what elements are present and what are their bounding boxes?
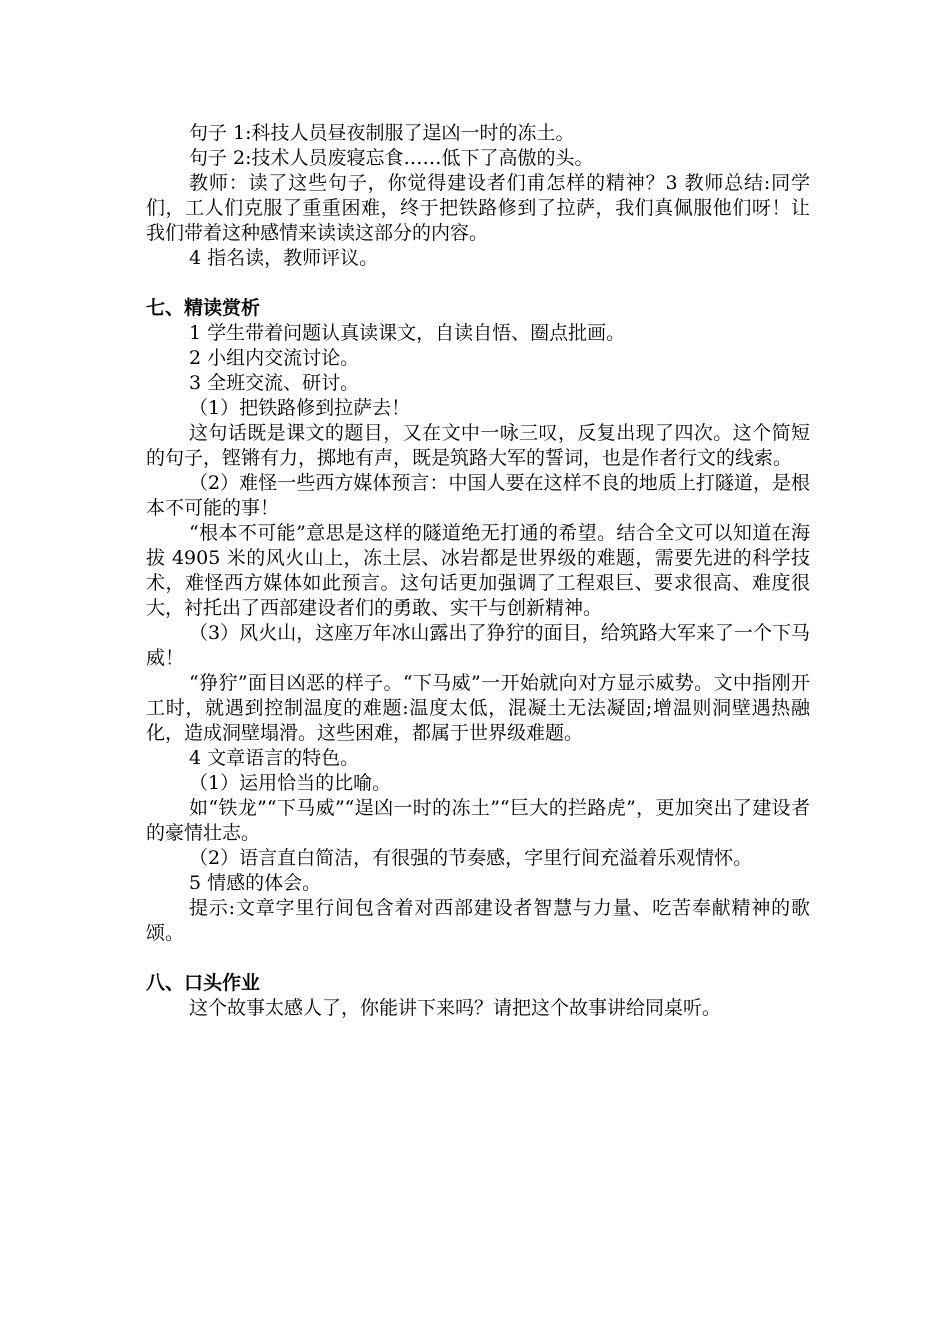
named-reading: 4 指名读，教师评议。 [189, 247, 379, 269]
paragraph: 4 文章语言的特色。 [189, 747, 360, 769]
paragraph: 2 小组内交流讨论。 [189, 347, 360, 369]
paragraph: 5 情感的体会。 [189, 872, 322, 894]
paragraph: 3 全班交流、研讨。 [189, 372, 360, 394]
paragraph: 这个故事太感人了，你能讲下来吗？请把这个故事讲给同桌听。 [189, 997, 722, 1019]
section-eight-heading: 八、口头作业 [146, 972, 261, 994]
subpoint-heading: （2）语言直白简洁，有很强的节奏感，字里行间充溢着乐观情怀。 [189, 847, 753, 869]
sentence-2: 句子 2:技术人员废寝忘食……低下了高傲的头。 [189, 147, 594, 169]
paragraph: “根本不可能”意思是这样的隧道绝无打通的希望。结合全文可以知道在海拔 4905 米的风火山上，冻土层、冰岩都是世界级的难题，需要先进的科学技术，难怪西方媒体如此预言。这句话更加强调了工程艰巨、要求很高、难度很大，衬托出了西部建设者们的勇敢、实干与创新精神。 [146, 522, 810, 619]
section-seven-heading: 七、精读赏析 [146, 297, 261, 319]
paragraph: 提示:文章字里行间包含着对西部建设者智慧与力量、吃苦奉献精神的歌颂。 [146, 897, 810, 944]
paragraph: 1 学生带着问题认真读课文，自读自悟、圈点批画。 [189, 322, 626, 344]
spacer [146, 271, 810, 296]
subpoint-heading: （1）运用恰当的比喻。 [189, 772, 392, 794]
paragraph: 如“铁龙”“下马威”“逞凶一时的冻土”“巨大的拦路虎”，更加突出了建设者的豪情壮志。 [146, 797, 810, 844]
spacer [146, 946, 810, 971]
teacher-summary: 教师：读了这些句子，你觉得建设者们甫怎样的精神？3 教师总结:同学们，工人们克服了重重困难，终于把铁路修到了拉萨，我们真佩服他们呀！让我们带着这种感情来读读这部分的内容。 [146, 172, 810, 244]
paragraph: “狰狞”面目凶恶的样子。“下马威”一开始就向对方显示威势。文中指刚开工时，就遇到控制温度的难题:温度太低，混凝土无法凝固;增温则洞壁遇热融化，造成洞壁塌滑。这些困难，都属于世界级难题。 [146, 672, 810, 744]
document-page [146, 121, 810, 1021]
subpoint-heading: （2）难怪一些西方媒体预言：中国人要在这样不良的地质上打隧道，是根本不可能的事！ [146, 472, 810, 519]
subpoint-heading: （3）风火山，这座万年冰山露出了狰狞的面目，给筑路大军来了一个下马威！ [146, 622, 810, 669]
paragraph: 这句话既是课文的题目，又在文中一咏三叹，反复出现了四次。这个简短的句子，铿锵有力，掷地有声，既是筑路大军的誓词，也是作者行文的线索。 [146, 422, 810, 469]
subpoint-heading: （1）把铁路修到拉萨去！ [189, 397, 411, 419]
sentence-1: 句子 1:科技人员昼夜制服了逞凶一时的冻土。 [189, 122, 575, 144]
